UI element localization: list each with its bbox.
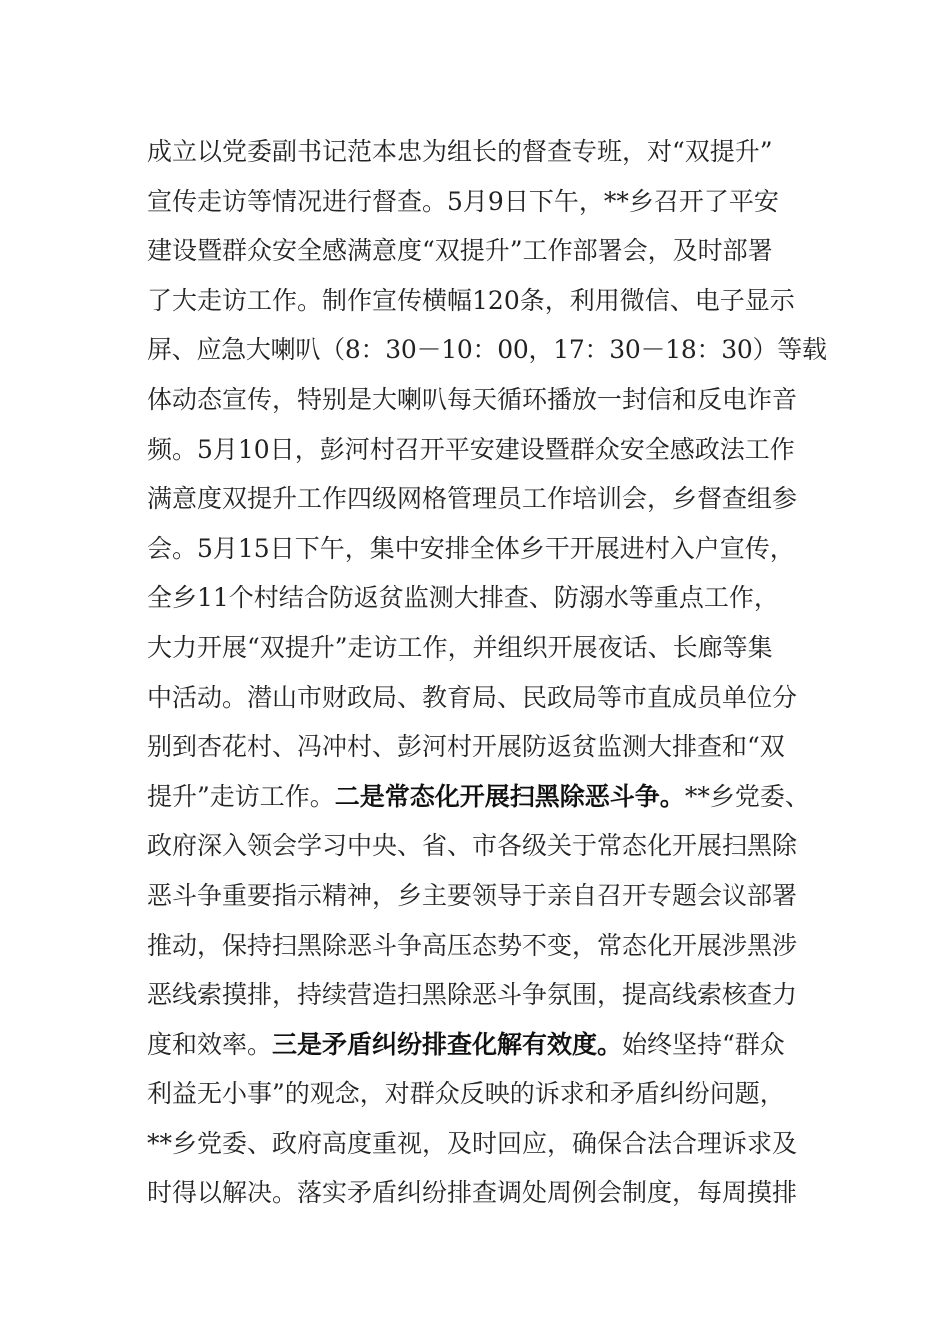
- text-line: [147, 722, 827, 772]
- body-text-segment: 时得以解决。落实矛盾纠纷排查调处周例会制度，每周摸排: [147, 1178, 798, 1208]
- text-line: [147, 325, 827, 375]
- text-line: [147, 127, 827, 177]
- text-line: [147, 772, 827, 822]
- body-text-segment: 大力开展“双提升”走访工作，并组织开展夜话、长廊等集: [147, 632, 773, 662]
- body-text-segment: 建设暨群众安全感满意度“双提升”工作部署会，及时部署: [147, 236, 773, 266]
- body-text-segment: 推动，保持扫黑除恶斗争高压态势不变，常态化开展涉黑涉: [147, 930, 798, 960]
- text-line: [147, 177, 827, 227]
- text-line: [147, 474, 827, 524]
- text-line: [147, 524, 827, 574]
- body-text-segment: 体动态宣传，特别是大喇叭每天循环播放一封信和反电诈音: [147, 384, 798, 414]
- text-line: [147, 821, 827, 871]
- body-text-segment: 提升”走访工作。: [147, 781, 335, 811]
- text-line: [147, 226, 827, 276]
- text-line: [147, 1168, 827, 1218]
- text-line: [147, 425, 827, 475]
- body-text-segment: 利益无小事”的观念，对群众反映的诉求和矛盾纠纷问题，: [147, 1079, 785, 1109]
- body-text-segment: 中活动。潜山市财政局、教育局、民政局等市直成员单位分: [147, 682, 798, 712]
- body-text-segment: 会。5月15日下午，集中安排全体乡干开展进村入户宣传，: [147, 533, 795, 563]
- text-line: [147, 673, 827, 723]
- body-text-segment: 恶线索摸排，持续营造扫黑除恶斗争氛围，提高线索核查力: [147, 980, 798, 1010]
- body-text-segment: 度和效率。: [147, 1029, 273, 1059]
- body-text-segment: 满意度双提升工作四级网格管理员工作培训会，乡督查组参: [147, 484, 798, 514]
- text-line: [147, 276, 827, 326]
- body-text-segment: 成立以党委副书记范本忠为组长的督查专班，对“双提升”: [147, 137, 773, 166]
- text-line: [147, 1119, 827, 1169]
- body-text-segment: 宣传走访等情况进行督查。5月9日下午，**乡召开了平安: [147, 186, 779, 216]
- text-line: [147, 871, 827, 921]
- text-line: [147, 573, 827, 623]
- body-text-segment: 别到杏花村、冯冲村、彭河村开展防返贫监测大排查和“双: [147, 732, 785, 762]
- body-text: [147, 127, 827, 1218]
- text-line: [147, 921, 827, 971]
- body-text-segment: 恶斗争重要指示精神，乡主要领导于亲自召开专题会议部署: [147, 880, 798, 910]
- text-line: [147, 970, 827, 1020]
- bold-heading-text: 二是常态化开展扫黑除恶斗争。: [334, 781, 685, 811]
- body-text-segment: 政府深入领会学习中央、省、市各级关于常态化开展扫黑除: [147, 831, 798, 861]
- text-line: [147, 1020, 827, 1070]
- body-text-segment: 了大走访工作。制作宣传横幅120条，利用微信、电子显示: [147, 285, 795, 315]
- text-line: [147, 375, 827, 425]
- body-text-segment: **乡党委、政府高度重视，及时回应，确保合法合理诉求及: [147, 1128, 798, 1158]
- body-text-segment: 频。5月10日，彭河村召开平安建设暨群众安全感政法工作: [147, 434, 795, 464]
- bold-heading-text: 三是矛盾纠纷排查化解有效度。: [272, 1029, 623, 1059]
- body-text-segment: **乡党委、: [684, 781, 810, 811]
- text-line: [147, 623, 827, 673]
- body-text-segment: 屏、应急大喇叭（8：30－10：00，17：30－18：30）等载: [147, 335, 827, 365]
- body-text-segment: 全乡11个村结合防返贫监测大排查、防溺水等重点工作，: [147, 583, 779, 613]
- text-line: [147, 1069, 827, 1119]
- body-text-segment: 始终坚持“群众: [622, 1029, 785, 1059]
